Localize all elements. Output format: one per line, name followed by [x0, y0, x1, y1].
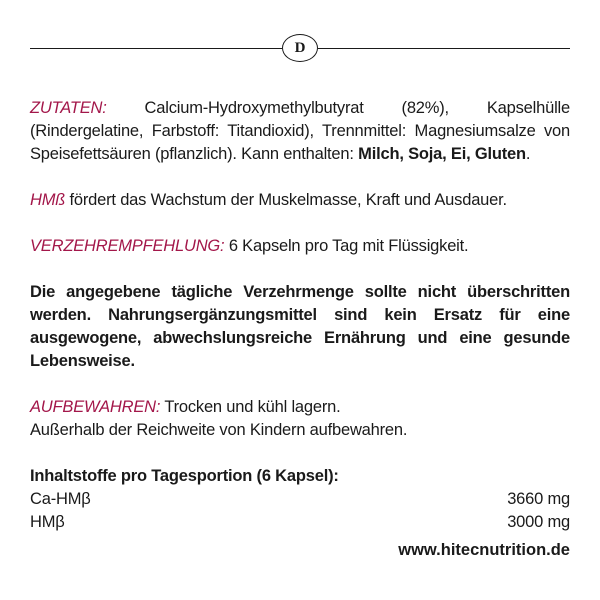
nutrition-row	[30, 511, 570, 534]
dosage-paragraph	[30, 235, 570, 258]
dosage-label: VERZEHREMPFEHLUNG:	[30, 237, 225, 255]
warning-paragraph: Die angegebene tägliche Verzehrmenge sollte nicht überschritten werden. Nahrungsergänzungsmittel sind kein Ersatz für eine ausgewogene, abwechslungsreiche Ernährung und eine gesunde Lebensweise.	[30, 283, 570, 370]
storage-paragraph	[30, 396, 570, 442]
nutrition-value: 3660 mg	[507, 490, 570, 508]
nutrition-value: 3000 mg	[507, 513, 570, 531]
website-link[interactable]: www.hitecnutrition.de	[398, 541, 570, 559]
nutrition-name: Ca-HMβ	[30, 490, 91, 508]
header-rule-left	[30, 48, 282, 49]
language-badge: D	[282, 34, 318, 62]
ingredients-label: ZUTATEN:	[30, 99, 107, 117]
nutrition-name: HMβ	[30, 513, 65, 531]
storage-line1: Trocken und kühl lagern.	[160, 398, 341, 416]
ingredients-end: .	[525, 145, 531, 163]
header-rule-right	[318, 48, 570, 49]
allergens-text: Milch, Soja, Ei, Gluten	[358, 145, 526, 163]
label-content	[30, 97, 570, 534]
storage-label: AUFBEWAHREN:	[30, 398, 161, 416]
nutrition-row	[30, 488, 570, 511]
nutrition-heading: Inhaltstoffe pro Tagesportion (6 Kapsel):	[30, 467, 339, 485]
dosage-text: 6 Kapseln pro Tag mit Flüssigkeit.	[224, 237, 469, 255]
hmb-label: HMß	[30, 191, 66, 209]
ingredients-paragraph	[30, 97, 570, 166]
ingredients-text: Calcium-Hydroxymethylbutyrat (82%), Kapselhülle (Rindergelatine, Farbstoff: Titandioxid), Trennmittel: Magnesiumsalze von Speisefettsäuren (pflanzlich). Kann enthalten:	[30, 99, 570, 163]
storage-line2: Außerhalb der Reichweite von Kindern aufbewahren.	[30, 421, 408, 439]
hmb-paragraph	[30, 189, 570, 212]
hmb-text: fördert das Wachstum der Muskelmasse, Kraft und Ausdauer.	[65, 191, 507, 209]
